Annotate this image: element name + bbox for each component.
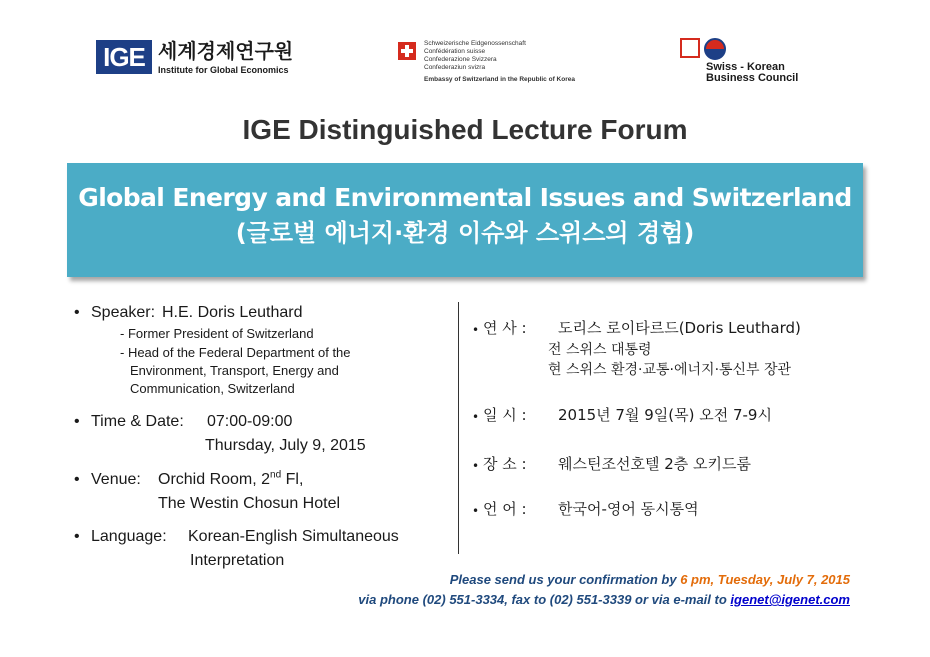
bullet-time: • [74,413,80,430]
speaker-role-2b: Environment, Transport, Energy and [130,363,339,378]
bullet-kr-speaker: • [472,323,480,337]
skbc-line-2: Business Council [706,72,799,84]
swiss-korean-business-council-logo [680,38,850,84]
swiss-line-1: Schweizerische Eidgenossenschaft [424,40,526,47]
speaker-role-2: - Head of the Federal Department of the [120,345,351,360]
lecture-title-english: Global Energy and Environmental Issues and Switzerland [78,183,852,212]
column-divider [458,302,459,554]
ige-logo [96,40,311,82]
language-label: Language: [91,528,167,545]
footer-deadline: 6 pm, Tuesday, July 7, 2015 [680,572,850,587]
ige-logo-mark: IGE [96,40,152,74]
bullet-speaker: • [74,304,80,321]
date-value: Thursday, July 9, 2015 [205,437,366,454]
speaker-name: H.E. Doris Leuthard [162,304,303,321]
skbc-line-1: Swiss - Korean [706,61,785,73]
swiss-flag-icon [398,42,416,60]
skbc-name [706,62,798,84]
bullet-kr-venue: • [472,459,480,473]
swiss-embassy-logo [398,40,608,88]
forum-title: IGE Distinguished Lecture Forum [242,114,688,145]
bullet-kr-date: • [472,410,480,424]
kr-speaker-role-1: 전 스위스 대통령 [548,342,652,358]
kr-speaker-name: 도리스 로이타르드(Doris Leuthard) [558,319,801,337]
kr-date-label: 일 시 : [483,406,527,424]
bullet-language: • [74,528,80,545]
swiss-line-3: Confederazione Svizzera [424,56,497,63]
swiss-embassy-name: Embassy of Switzerland in the Republic of Korea [424,76,575,83]
kr-venue-value: 웨스틴조선호텔 2층 오키드룸 [558,455,751,473]
swiss-line-4: Confederaziun svizra [424,64,486,71]
ige-logo-korean: 세계경제연구원 [158,39,294,63]
footer-confirmation: Please send us your confirmation by 6 pm, Tuesday, July 7, 2015 [449,572,850,587]
lecture-title-korean: (글로벌 에너지·환경 이슈와 스위스의 경험) [235,219,695,247]
lecture-banner [67,163,863,277]
time-value: 07:00-09:00 [207,413,293,430]
venue-room: Orchid Room, 2nd Fl, [158,469,304,488]
footer-contact: via phone (02) 551-3334, fax to (02) 551-3339 or via e-mail to igenet@igenet.com [358,592,850,607]
swiss-line-2: Confédération suisse [424,48,486,55]
ige-logo-english: Institute for Global Economics [158,65,289,75]
kr-speaker-label: 연 사 : [483,319,527,337]
kr-venue-label: 장 소 : [483,455,527,473]
bullet-kr-language: • [472,504,480,518]
venue-label: Venue: [91,471,141,488]
bullet-venue: • [74,471,80,488]
kr-language-label: 언 어 : [483,500,527,518]
kr-speaker-role-2: 현 스위스 환경·교통·에너지·통신부 장관 [548,362,792,378]
speaker-role-1: - Former President of Switzerland [120,326,314,341]
email-link[interactable]: igenet@igenet.com [730,592,850,607]
venue-hotel: The Westin Chosun Hotel [158,495,341,512]
language-value: Korean-English Simultaneous [188,528,399,545]
swiss-cross-icon [680,38,700,58]
speaker-label: Speaker: [91,304,156,321]
kr-date-value: 2015년 7월 9일(목) 오전 7-9시 [558,406,772,424]
language-value-2: Interpretation [190,552,285,569]
speaker-role-2c: Communication, Switzerland [130,381,295,396]
kr-language-value: 한국어-영어 동시통역 [558,500,699,518]
taeguk-icon [704,38,726,60]
time-label: Time & Date: [91,413,184,430]
